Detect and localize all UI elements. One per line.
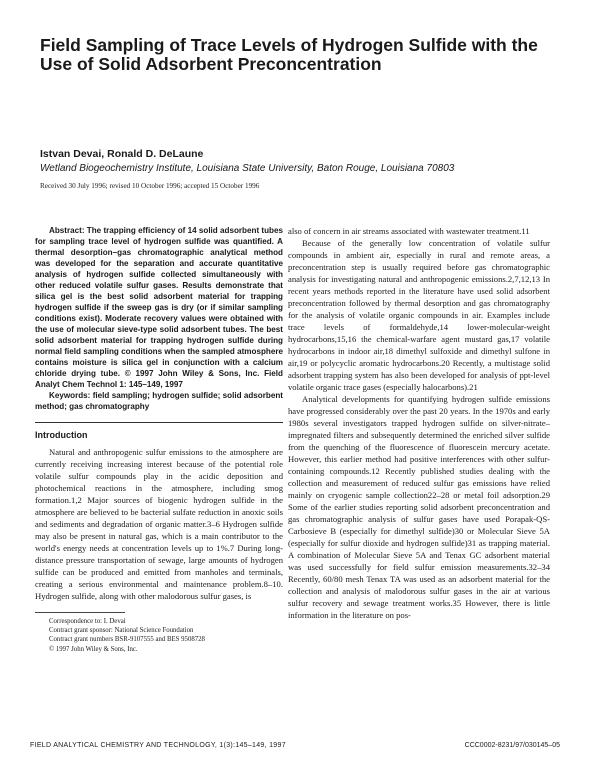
body-paragraph-2: Because of the generally low concentration of volatile sulfur compounds in ambient air, especially in rural and remote areas, a preconcentration step is usually required before gas chromatographic analysis for investigating natural and anthropogenic emissions.2,7,12,13 In recent years methods reported in the literature have used solid adsorbent preconcentration followed by thermal desorption and gas chromatography for the analysis of volatile organic compounds in air. Examples include trace levels of formaldehyde,14 lower-molecular-weight hydrocarbons,15,16 the chemical-warfare agent mustard gas,17 volatile hydrocarbons in indoor air,18 dimethyl sulfoxide and dimethyl sulfone in air,19 or polycyclic aromatic hydrocarbons.20 Recently, a multistage solid adsorbent trapping system has also been developed for analysis of ppt-level volatile organic trace gases (especially halocarbons).21 bbox=[288, 238, 550, 392]
abstract: Abstract: The trapping efficiency of 14 solid adsorbent tubes for sampling trace level of hydrogen sulfide was quantified. A thermal desorption–gas chromatographic analytical method was developed for the separation and accurate quantitative analysis of hydrogen sulfide collected simultaneously with other reduced volatile sulfur gases. Results demonstrate that silica gel is the best solid adsorbent material for trapping hydrogen sulfide if the sweep gas is dry (or if similar sampling conditions exist). Moderate recovery values were obtained with the use of molecular sieve-type solid adsorbent tubes. The best solid adsorbent material for trapping hydrogen sulfide during normal field sampling conditions when the sampled atmosphere contains moisture is silica gel in conjunction with a calcium chloride drying tube. © 1997 John Wiley & Sons, Inc. Field Analyt Chem Technol 1: 145–149, 1997 bbox=[35, 226, 283, 389]
footer-journal: FIELD ANALYTICAL CHEMISTRY AND TECHNOLOGY, 1(3):145–149, 1997 bbox=[30, 742, 286, 749]
footnote-grants: Contract grant numbers BSR-9107555 and BES 9508728 bbox=[49, 636, 205, 643]
author-affiliation: Wetland Biogeochemistry Institute, Louisiana State University, Baton Rouge, Louisiana 70803 bbox=[40, 163, 455, 174]
section-divider bbox=[35, 422, 283, 423]
left-column bbox=[35, 225, 283, 656]
article-title: Field Sampling of Trace Levels of Hydrogen Sulfide with the Use of Solid Adsorbent Preconcentration bbox=[40, 35, 538, 74]
received-dates: Received 30 July 1996; revised 10 October 1996; accepted 15 October 1996 bbox=[40, 182, 260, 190]
intro-paragraph: Natural and anthropogenic sulfur emissions to the atmosphere are currently receiving increasing interest because of the potential role volatile sulfur compounds play in the acidic deposition and photochemical reactions in the atmosphere, including smog formation.1,2 Major sources of biogenic hydrogen sulfide in the atmosphere are believed to be bacterial sulfate reduction in anoxic soils and sediments and degradation of organic matter.3–6 Hydrogen sulfide may also be present in natural gas, which is a main contributor to the world's energy needs at concentration levels up to 1%.7 During long-distance pressure transportation of sewage, large amounts of hydrogen sulfide can be produced and emitted from manholes and terminals, creating a serious environmental and maintenance problem.8–10. Hydrogen sulfide, along with other malodorous sulfur gases, is bbox=[35, 447, 283, 601]
right-column bbox=[288, 225, 550, 621]
author-names: Istvan Devai, Ronald D. DeLaune bbox=[40, 148, 204, 160]
body-paragraph-1: also of concern in air streams associated with wastewater treatment.11 bbox=[288, 226, 530, 236]
footnote-divider bbox=[35, 612, 125, 613]
body-paragraph-3: Analytical developments for quantifying hydrogen sulfide emissions have progressed considerably over the past 20 years. In the 1970s and early 1980s several investigators trapped hydrogen sulfide on silver-nitrate–impregnated filters and subsequently determined the enriched silver sulfide from the quenching of the fluorescence of fluorescein mercury acetate. However, this earlier method had positive interferences with other sulfur-containing compounds.12 Recently published studies dealing with the collection and measurement of reduced sulfur gas emissions have relied mainly on cryogenic sample collection22–28 or metal foil adsorption.29 Some of the earlier studies reporting solid adsorbent preconcentration and gas chromatographic analysis of sulfur gases have used Porapak-QS-Carbosieve B (especially for dimethyl sulfide)30 or Molecular Sieve 5A (especially for sulfur dioxide and hydrogen sulfide)31 as trapping material. A combination of Molecular Sieve 5A and Tenax GC adsorbent material was used successfully for field sulfur emission measurements.32–34 Recently, 60/80 mesh Tenax TA was used as an adsorbent material for the collection and analysis of malodorous sulfur gases in the air at various sulfur recovery and sewage treatment works.35 However, there is little information in the literature on pos- bbox=[288, 394, 550, 620]
footnote-sponsor: Contract grant sponsor: National Science Foundation bbox=[49, 627, 194, 634]
keywords: Keywords: field sampling; hydrogen sulfide; solid adsorbent method; gas chromatography bbox=[35, 391, 283, 411]
copyright-notice: © 1997 John Wiley & Sons, Inc. bbox=[49, 646, 138, 653]
footnote-correspondence: Correspondence to: I. Devai bbox=[49, 618, 126, 625]
footer-code: CCC0002-8231/97/030145–05 bbox=[464, 742, 560, 749]
introduction-heading: Introduction bbox=[35, 430, 88, 440]
